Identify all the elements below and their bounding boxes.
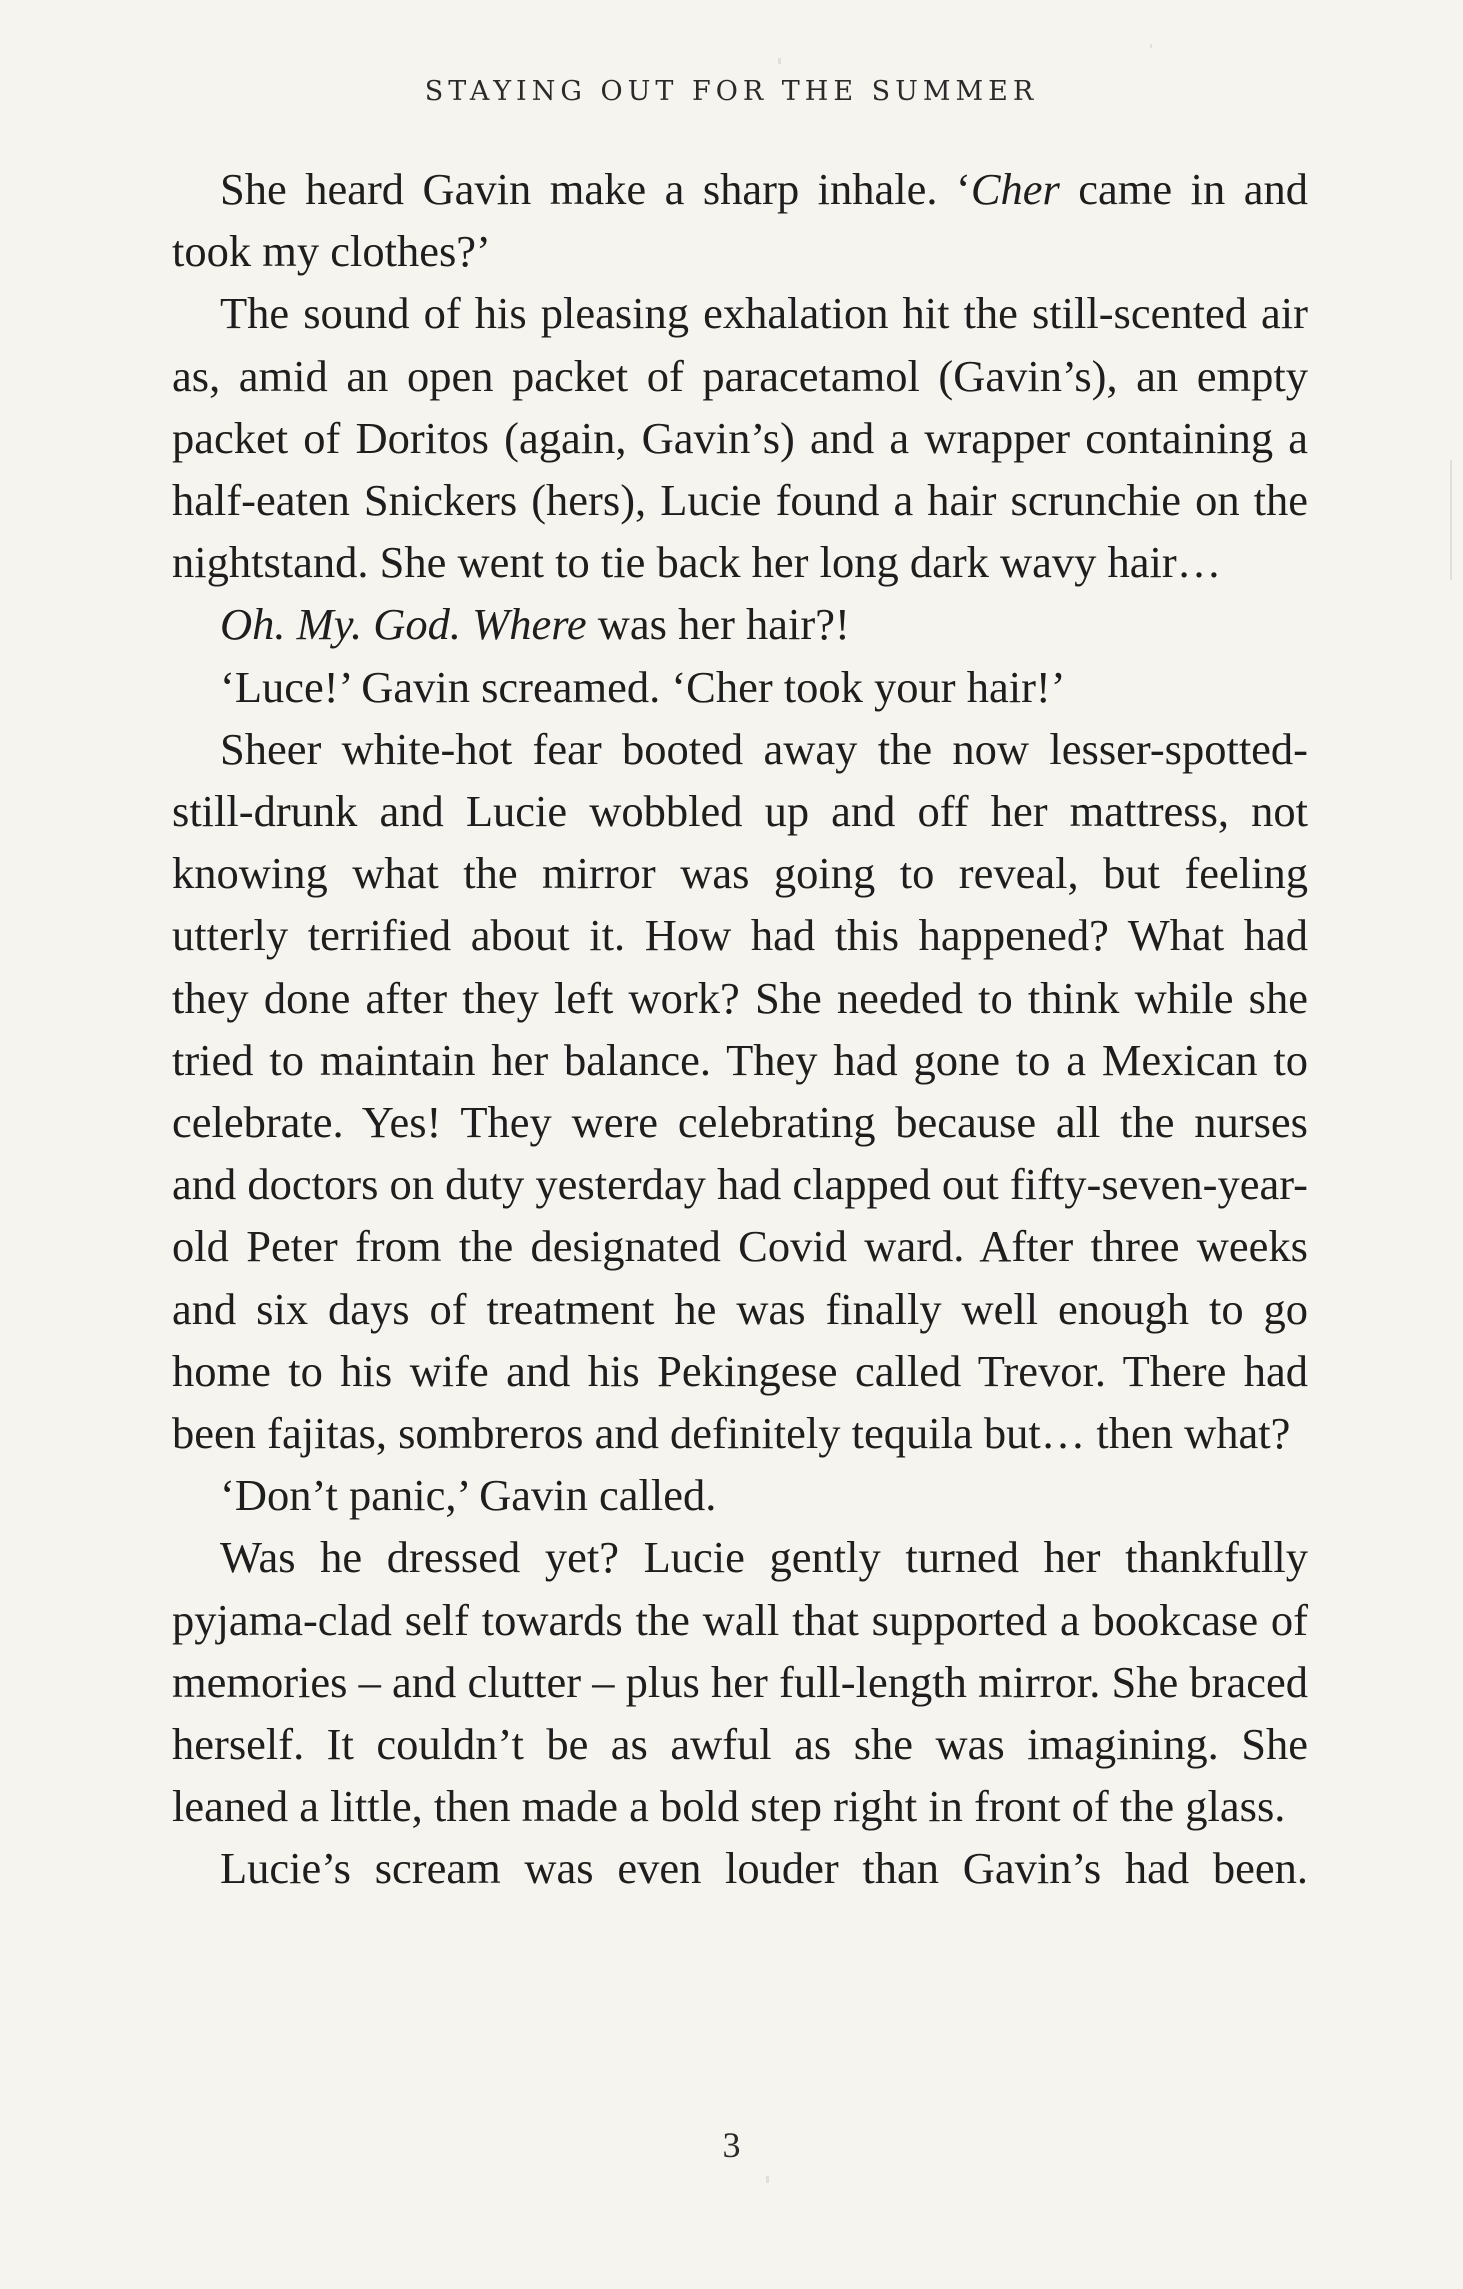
italic-text: Oh. My. God. Where (220, 599, 587, 650)
page-number: 3 (722, 2125, 741, 2165)
bleed-through-line (1450, 460, 1452, 580)
paragraph: Sheer white-hot fear booted away the now lesser-spotted-still-drunk and Lucie wobbled up and off her mattress, not knowing what the mirror was going to reveal, but feeling utterly terrified about it. How had this happened? What had they done after they left work? She needed to think while she tried to maintain her balance. They had gone to a Mexican to celebrate. Yes! They were celebrating because all the nurses and doctors on duty yesterday had clapped out fifty-seven-year-old Peter from the designated Covid ward. After three weeks and six days of treatment he was finally well enough to go home to his wife and his Pekingese called Trevor. There had been fajitas, sombreros and definitely tequila but… then what? (172, 723, 1308, 1459)
paragraph-text: came in and took my clothes?’ (172, 164, 1308, 277)
paragraph: Was he dressed yet? Lucie gently turned her thankfully pyjama-clad self towards the wall that supported a bookcase of memories – and clutter – plus her full-length mirror. She braced herself. It couldn’t be as awful as she was imagining. She leaned a little, then made a bold step right in front of the glass. (172, 1532, 1308, 1832)
paragraph: Lucie’s scream was even louder than Gavin’s had been. (220, 1843, 1308, 1894)
paragraph (172, 593, 1308, 655)
paragraph: The sound of his pleasing exhalation hit the still-scented air as, amid an open packet of paracetamol (Gavin’s), an empty packet of Doritos (again, Gavin’s) and a wrapper containing a half-eaten Snickers (hers), Lucie found a hair scrunchie on the nightstand. She went to tie back her long dark wavy hair… (172, 288, 1308, 588)
italic-text: Cher (970, 164, 1060, 214)
paragraph (172, 158, 1308, 282)
paragraph-text: was her hair?! (586, 599, 850, 650)
paper-speck (766, 2176, 769, 2183)
paper-speck (778, 58, 781, 64)
running-head: STAYING OUT FOR THE SUMMER (424, 76, 1039, 107)
body-text (172, 158, 1308, 1900)
paper-speck (1150, 44, 1152, 48)
paragraph-text: She heard Gavin make a sharp inhale. ‘ (220, 164, 971, 214)
paragraph: ‘Luce!’ Gavin screamed. ‘Cher took your hair!’ (220, 661, 1066, 712)
paragraph: ‘Don’t panic,’ Gavin called. (220, 1470, 717, 1521)
